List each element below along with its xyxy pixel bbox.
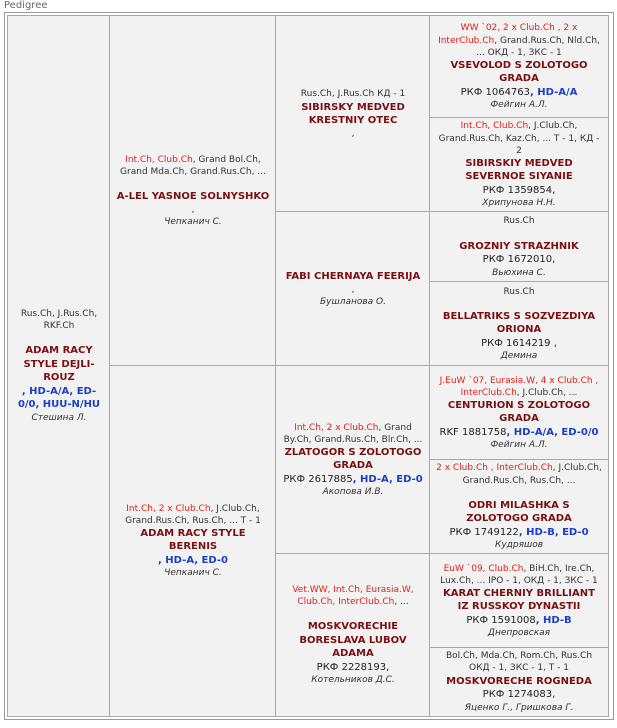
titles-red: 2 x Club.Ch , InterClub.Ch [436,463,553,474]
dog-name-link[interactable]: SIBIRSKIY MEDVED SEVERNOE SIYANIE [465,157,573,183]
titles-red: J.EuW `07, Eurasia.W, 4 x Club.Ch , InterClub.Ch [439,375,599,398]
dog-name-link[interactable]: MOSKVORECHE ROGNEDA [446,675,592,687]
titles-red: EuW `09, Club.Ch [443,563,524,574]
titles-text: , Grand Bol.Ch, Grand Mda.Ch, Grand.Rus.Ch, ... [120,154,266,178]
dog-cell-gen3-1[interactable] [429,15,609,119]
dog-name-link[interactable]: BELLATRIKS S SOZVEZDIYA ORIONA [442,310,596,336]
dog-cell-subject[interactable] [7,15,111,717]
registration-number: РКФ 1672010, [482,254,556,266]
owner-name: Акопова И.В. [322,487,384,498]
titles-text: Rus.Ch, J.Rus.Ch, RKF.Ch [20,308,98,332]
dog-name-link[interactable]: SIBIRSKY MEDVED KRESTNIY OTEC [301,101,405,126]
pedigree-header: Pedigree [4,0,48,11]
dog-name-link[interactable]: ZLATOGOR S ZOLOTOGO GRADA [284,446,422,472]
registration-number: РКФ 1064763 [460,86,531,98]
owner-name: Кудряшов [494,540,544,551]
registration-number: РКФ 1591008 [466,614,536,626]
titles-text: , BiH.Ch, Ire.Ch, Lux.Ch, ... IPO - 1, ОКД - 1, ЗКС - 1 [440,563,598,586]
dog-name-link[interactable]: GROZNIY STRAZHNIK [459,240,579,252]
registration-number: РКФ 2228193, [316,661,390,673]
titles-red: Int.Ch, Club.Ch [125,154,193,165]
titles-text: Bol.Ch, Mda.Ch, Rom.Ch, Rus.Ch ОКД - 1, ЗКС - 1, Т - 1 [445,651,593,674]
dog-cell-gen2-4[interactable] [275,553,431,717]
health-results: , HD-A/A, ED-0/0, HUU-N/HU [17,385,101,411]
dog-name-link[interactable]: ADAM RACY STYLE DEJLI-ROUZ [23,345,95,384]
dog-cell-gen3-5[interactable] [429,365,609,461]
titles-text: , J.Club.Ch, Grand.Rus.Ch, Rus.Ch, ... [462,463,602,486]
dog-name-link[interactable]: ADAM RACY STYLE BERENIS [140,527,246,553]
health-results: , HD-A, ED-0 [352,473,423,485]
dog-cell-sire[interactable] [109,15,277,367]
health-results: , HD-A/A [530,86,578,98]
dog-name-link[interactable]: ODRI MILASHKA S ZOLOTOGO GRADA [466,499,572,525]
owner-name: Вьюхина С. [492,267,546,278]
dog-cell-gen3-7[interactable] [429,553,609,649]
registration-number: РКФ 2617885 [283,473,353,485]
owner-name: Фейгин А.Л. [490,100,548,111]
titles-text: Rus.Ch [503,286,535,297]
titles-red: Int.Ch, 2 x Club.Ch [126,503,211,514]
dog-cell-gen2-2[interactable] [275,211,431,367]
health-results: , HD-A/A, ED-0/0 [506,426,599,438]
owner-name: Чепканич С. [164,216,222,227]
dog-name-link[interactable]: CENTURION S ZOLOTOGO GRADA [447,399,591,425]
titles-text: , Grand By.Ch, Grand.Rus.Ch, Blr.Ch, ... [283,422,423,445]
titles-text: , J.Club.Ch, Grand.Rus.Ch, Kaz.Ch, ... T - 1, КД - 2 [438,121,600,156]
dog-cell-gen2-1[interactable] [275,15,431,213]
titles-text: , J.Club.Ch, ... [516,387,578,398]
health-results: , HD-B [535,614,572,626]
health-results: , HD-A, ED-0 [158,554,228,566]
titles-text: Rus.Ch [503,216,535,227]
owner-name: Фейгин А.Л. [490,440,548,451]
separator: , [351,128,355,139]
registration-number: РКФ 1274083, [482,689,556,701]
dog-name-link[interactable]: VSEVOLOD S ZOLOTOGO GRADA [450,59,588,85]
registration-number: РКФ 1749122 [449,526,519,538]
titles-text: , Grand.Rus.Ch, Nld.Ch, ... ОКД - 1, ЗКС - 1 [476,35,600,58]
titles-red: WW `02, 2 x Club.Ch , 2 x InterClub.Ch [438,23,578,46]
titles-red: Int.Ch, 2 x Club.Ch [294,422,379,433]
dog-cell-dam[interactable] [109,365,277,717]
separator: , [351,284,355,295]
dog-name-link[interactable]: MOSKVORECHIE BORESLAVA LUBOV ADAMA [299,621,407,660]
owner-name: Хрипунова Н.Н. [482,198,556,209]
owner-name: Днепровская [487,628,551,639]
registration-number: РКФ 1614219 , [481,337,557,349]
registration-number: RKF 1881758 [439,426,507,438]
dog-name-link[interactable]: A-LEL YASNOE SOLNYSHKO [116,191,270,203]
owner-name: Чепканич С. [164,568,222,579]
titles-text: , ... [394,596,409,607]
separator: , [191,204,195,215]
dog-name-link[interactable]: KARAT CHERNIY BRILLIANT IZ RUSSKOY DYNASTII [443,587,595,613]
dog-cell-gen3-4[interactable] [429,281,609,367]
owner-name: Стешина Л. [31,412,87,423]
dog-cell-gen3-6[interactable] [429,459,609,555]
owner-name: Демина [500,351,538,362]
dog-cell-gen3-8[interactable] [429,647,609,717]
titles-text: Rus.Ch, J.Rus.Ch КД - 1 [300,89,406,100]
titles-text: , J.Club.Ch, Grand.Rus.Ch, Rus.Ch, ... T - 1 [125,503,261,526]
dog-cell-gen2-3[interactable] [275,365,431,555]
titles-red: Int.Ch, Club.Ch [460,121,529,132]
titles-red: Vet.WW, Int.Ch, Eurasia.W, Club.Ch, InterClub.Ch [292,584,414,607]
owner-name: Яценко Г., Гришкова Г. [464,702,574,713]
pedigree-table [4,12,614,720]
registration-number: РКФ 1359854, [482,184,556,196]
owner-name: Котельников Д.С. [311,675,395,686]
dog-cell-gen3-2[interactable] [429,117,609,213]
dog-name-link[interactable]: FABI CHERNAYA FEERIJA [285,271,421,283]
owner-name: Бушланова О. [319,296,387,307]
dog-cell-gen3-3[interactable] [429,211,609,283]
health-results: , HD-B, ED-0 [518,526,589,538]
